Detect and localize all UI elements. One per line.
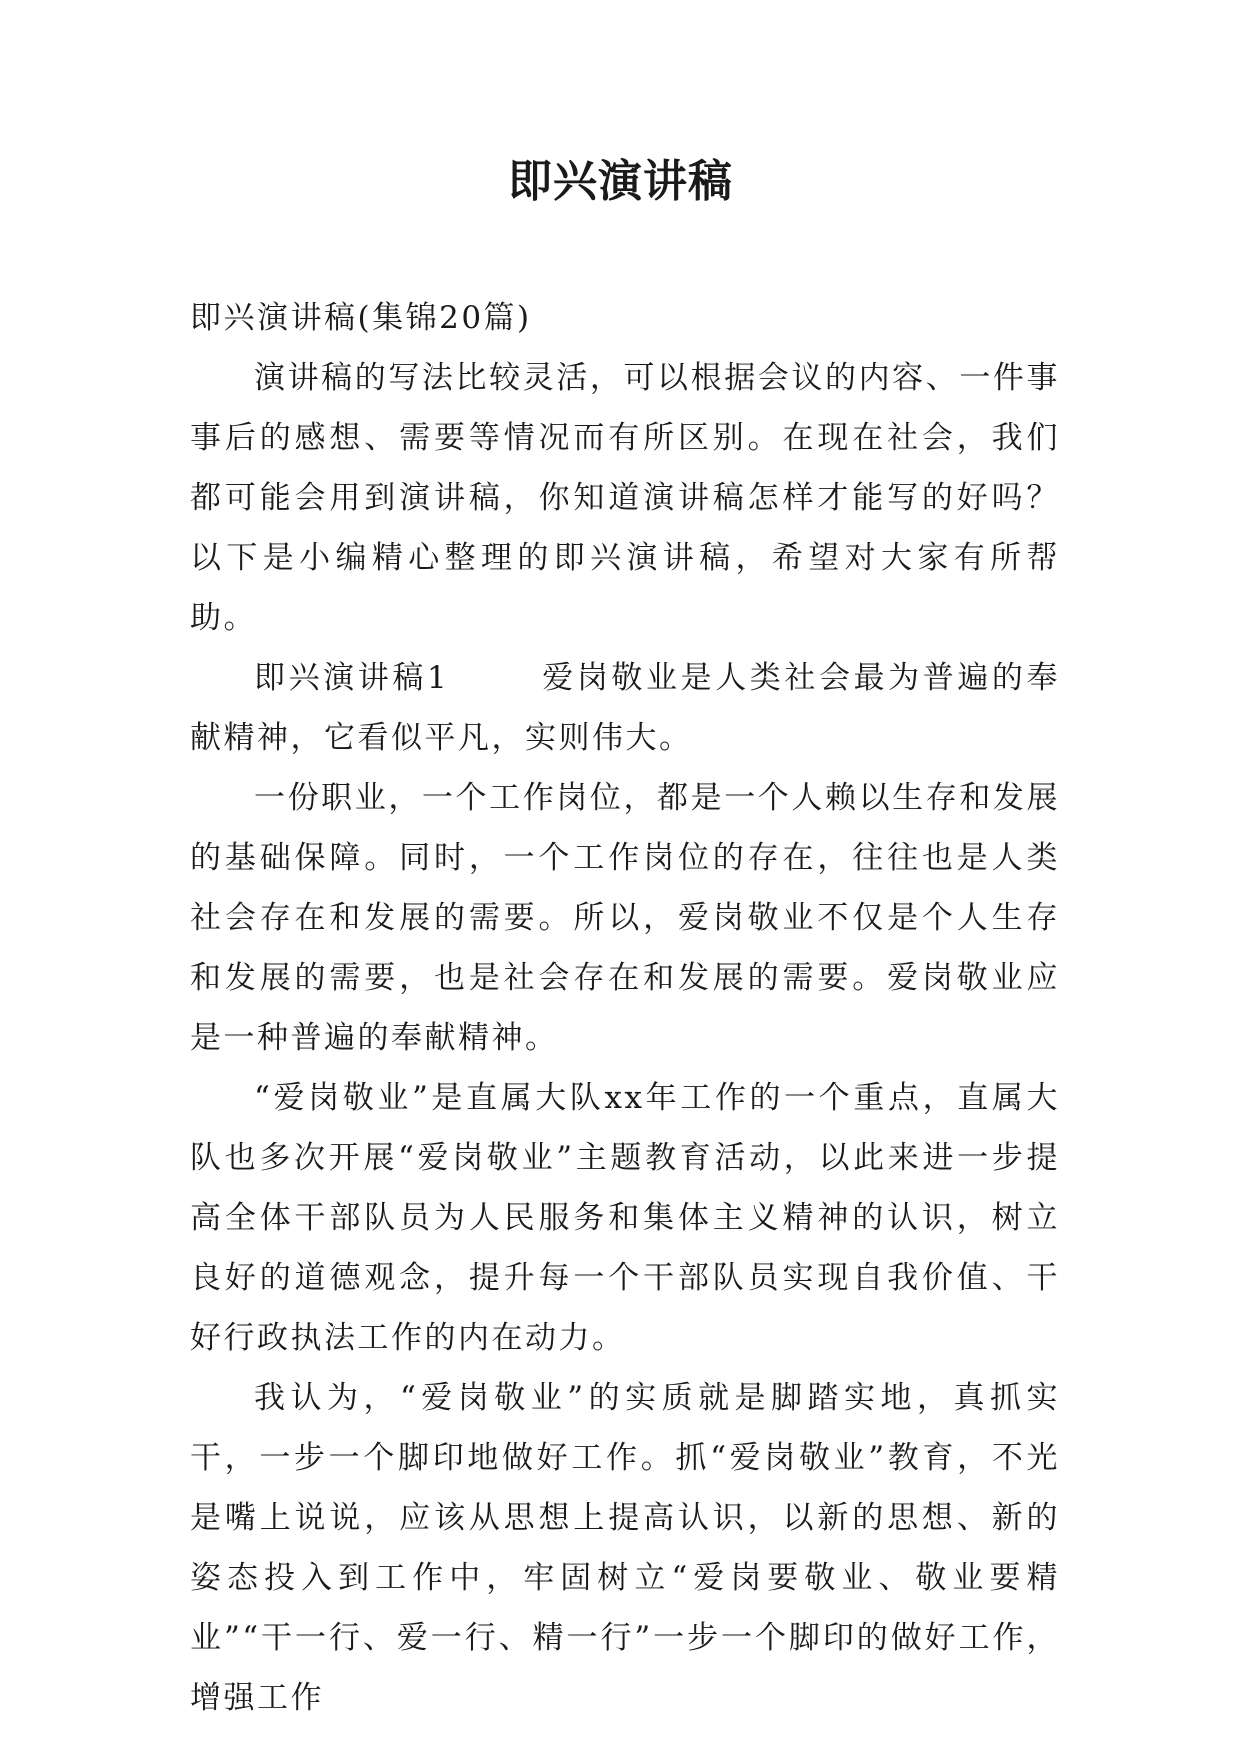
document-title: 即兴演讲稿 — [508, 156, 733, 207]
section-paragraph — [190, 648, 1060, 768]
intro-paragraph: 演讲稿的写法比较灵活，可以根据会议的内容、一件事事后的感想、需要等情况而有所区别。在现在社会，我们都可能会用到演讲稿，你知道演讲稿怎样才能写的好吗？以下是小编精心整理的即兴演讲稿，希望对大家有所帮助。 — [190, 360, 1060, 636]
section-heading: 即兴演讲稿1 — [254, 660, 450, 696]
section-lead-text: 爱岗敬业是人类社会最为普遍的奉献精神，它看似平凡，实则伟大。 — [190, 660, 1060, 756]
document-body — [190, 288, 1060, 1728]
body-paragraph: 一份职业，一个工作岗位，都是一个人赖以生存和发展的基础保障。同时，一个工作岗位的存在，往往也是人类社会存在和发展的需要。所以，爱岗敬业不仅是个人生存和发展的需要，也是社会存在和发展的需要。爱岗敬业应是一种普遍的奉献精神。 — [190, 780, 1060, 1056]
body-paragraph: 我认为，“爱岗敬业”的实质就是脚踏实地，真抓实干，一步一个脚印地做好工作。抓“爱岗敬业”教育，不光是嘴上说说，应该从思想上提高认识，以新的思想、新的姿态投入到工作中，牢固树立“爱岗要敬业、敬业要精业”“干一行、爱一行、精一行”一步一个脚印的做好工作，增强工作 — [190, 1380, 1060, 1716]
document-subtitle: 即兴演讲稿(集锦20篇) — [190, 300, 532, 336]
body-paragraph: “爱岗敬业”是直属大队xx年工作的一个重点，直属大队也多次开展“爱岗敬业”主题教育活动，以此来进一步提高全体干部队员为人民服务和集体主义精神的认识，树立良好的道德观念，提升每一个干部队员实现自我价值、干好行政执法工作的内在动力。 — [190, 1080, 1060, 1356]
